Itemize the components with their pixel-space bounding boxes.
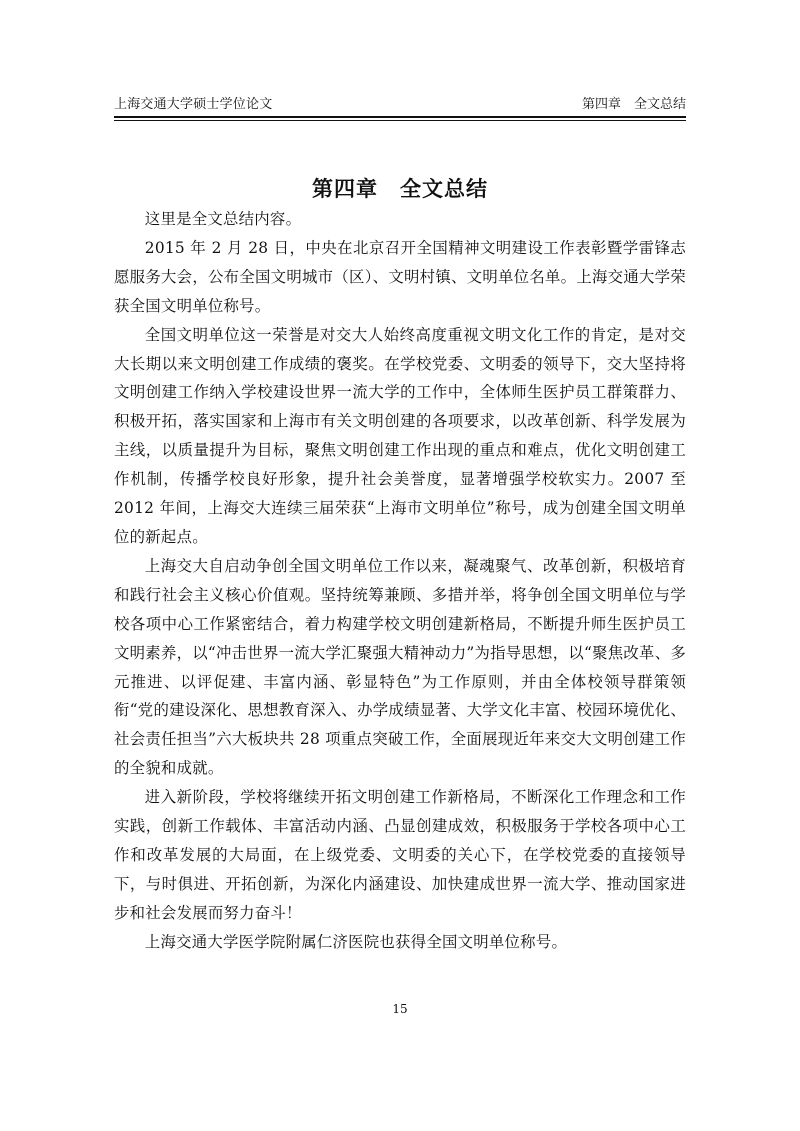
paragraph-campaign: 上海交大自启动争创全国文明单位工作以来，凝魂聚气、改革创新，积极培育和践行社会主义核心价值观。坚持统筹兼顾、多措并举，将争创全国文明单位与学校各项中心工作紧密结合，着力构建学校文明创建新格局，不断提升师生医护员工文明素养，以“冲击世界一流大学汇聚强大精神动力”为指导思想，以“聚焦改革、多元推进、以评促建、丰富内涵、彰显特色”为工作原则，并由全体校领导群策领衔“党的建设深化、思想教育深入、办学成绩显著、大学文化丰富、校园环境优化、社会责任担当”六大板块共 28 项重点突破工作，全面展现近年来交大文明创建工作的全貌和成就。	[114, 556, 686, 778]
header-rule-thick	[114, 116, 686, 118]
paragraph-future: 进入新阶段，学校将继续开拓文明创建工作新格局，不断深化工作理念和工作实践，创新工作载体、丰富活动内涵、凸显创建成效，积极服务于学校各项中心工作和改革发展的大局面，在上级党委、文明委的关心下，在学校党委的直接领导下，与时俱进、开拓创新，为深化内涵建设、加快建成世界一流大学、推动国家进步和社会发展而努力奋斗！	[114, 788, 686, 922]
chapter-title: 第四章 全文总结	[312, 177, 488, 202]
paragraph-renji: 上海交通大学医学院附属仁济医院也获得全国文明单位称号。	[144, 932, 568, 951]
header-rule-thin	[114, 120, 686, 121]
body-text	[114, 205, 686, 957]
paragraph-award: 2015 年 2 月 28 日，中央在北京召开全国精神文明建设工作表彰暨学雷锋志愿服务大会，公布全国文明城市（区）、文明村镇、文明单位名单。上海交通大学荣获全国文明单位称号。	[114, 238, 686, 315]
paragraph-intro: 这里是全文总结内容。	[144, 210, 302, 228]
page-number: 15	[392, 1002, 408, 1016]
paragraph-honor: 全国文明单位这一荣誉是对交大人始终高度重视文明文化工作的肯定，是对交大长期以来文明创建工作成绩的褒奖。在学校党委、文明委的领导下，交大坚持将文明创建工作纳入学校建设世界一流大学的工作中，全体师生医护员工群策群力、积极开拓，落实国家和上海市有关文明创建的各项要求，以改革创新、科学发展为主线，以质量提升为目标，聚焦文明创建工作出现的重点和难点，优化文明创建工作机制，传播学校良好形象，提升社会美誉度，显著增强学校软实力。2007 至 2012 年间，上海交大连续三届荣获“上海市文明单位”称号，成为创建全国文明单位的新起点。	[114, 325, 686, 546]
header-chapter-title: 第四章 全文总结	[581, 97, 686, 112]
header-thesis-title: 上海交通大学硕士学位论文	[114, 97, 273, 112]
